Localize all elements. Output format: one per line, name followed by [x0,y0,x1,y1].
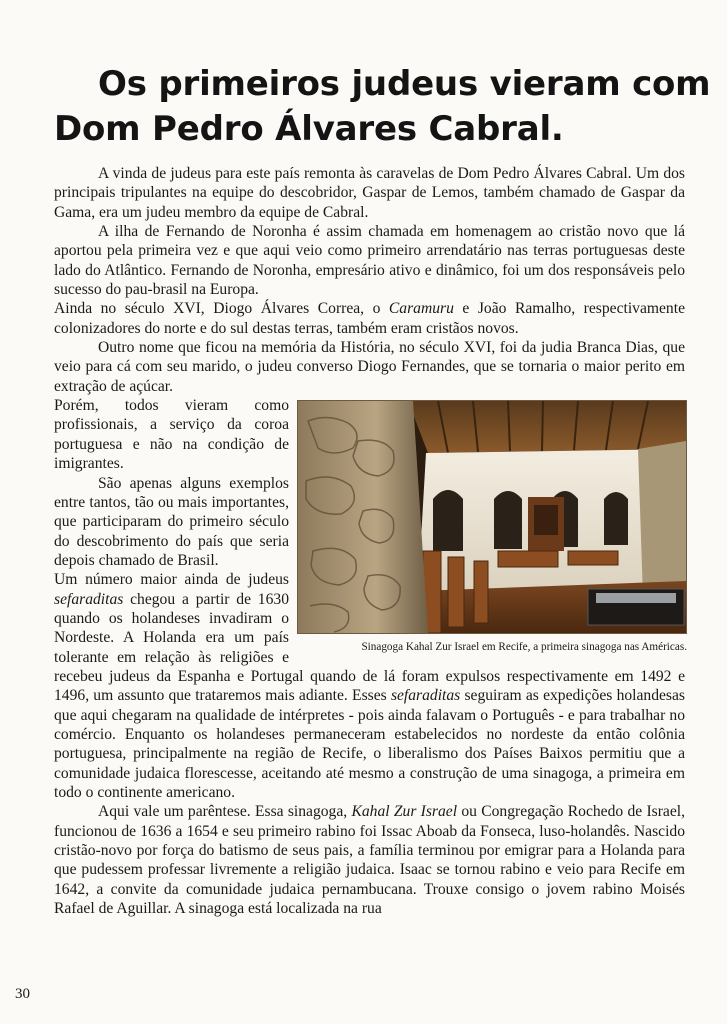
title-line-2: Dom Pedro Álvares Cabral. [54,109,564,149]
paragraph-6: São apenas alguns exemplos entre tantos, tão ou mais importantes, que participaram do primeiro século do descobrimento do país que seria depois chamado de Brasil. [54,474,289,569]
page-number: 30 [15,986,30,1002]
paragraph-3-italic: Caramuru [388,300,454,318]
paragraph-8-text-a: Aqui vale um parêntese. Essa sinagoga, [98,803,352,821]
paragraph-4: Outro nome que ficou na memória da História, no século XVI, foi da judia Branca Dias, que veio para cá com seu marido, o judeu converso Diogo Fernandes, que se tornaria o maior perito em extração de açúcar. [54,339,685,395]
paragraph-8 [54,802,685,918]
paragraph-7-text-c: seguiram as expedições holandesas que aqui chegaram na qualidade de intérpretes - pois ainda falavam o Português - e para trabalhar no comércio. Enquanto os holandeses permaneceram estabelecidos no nordeste da então colônia portuguesa, principalmente na região de Recife, o liberalismo dos Países Baixos permitiu que a comunidade judaica florescesse, aceitando até mesmo a construção de uma sinagoga, a primeira em todo o continente americano. [54,687,685,801]
paragraph-8-italic: Kahal Zur Israel [351,803,458,821]
paragraph-3-text-a: Ainda no século XVI, Diogo Álvares Correa, o [54,300,389,318]
page-title [54,62,711,152]
title-line-1: Os primeiros judeus vieram com [98,64,711,104]
paragraph-7-italic-2: sefaraditas [390,687,461,705]
article-body [54,164,685,918]
figure-caption: Sinagoga Kahal Zur Israel em Recife, a primeira sinagoga nas Américas. [361,641,687,654]
paragraph-5: Porém, todos vieram como profissionais, a serviço da coroa portuguesa e não na condição de imigrantes. [54,397,289,473]
synagogue-photo [297,400,687,634]
paragraph-7-text-a: Um número maior ainda de judeus [54,571,289,589]
synagogue-figure [297,400,687,654]
paragraph-7-italic-1: sefaraditas [54,590,124,608]
paragraph-3 [54,299,685,338]
paragraph-8-text-b: ou Congregação Rochedo de Israel, funcionou de 1636 a 1654 e seu primeiro rabino foi Issac Aboab da Fonseca, luso-holandês. Nascido cristão-novo por força do batismo de seus pais, a família terminou por emigrar para a Holanda para que pudessem professar livremente a religião judaica. Isaac se tornou rabino e veio para Recife em 1642, a convite da comunidade judaica pernambucana. Trouxe consigo o jovem rabino Moisés Rafael de Aguillar. A sinagoga está localizada na rua [54,803,685,918]
paragraph-2: A ilha de Fernando de Noronha é assim chamada em homenagem ao cristão novo que lá aportou pela primeira vez e que aqui veio como primeiro arrendatário nas terras portuguesas deste lado do Atlântico. Fernando de Noronha, empresário ativo e dinâmico, foi um dos responsáveis pelo sucesso do pau-brasil na Europa. [54,223,685,299]
paragraph-3-text-b: e João Ramalho, respectivamente colonizadores do norte e do sul destas terras, também eram cristãos novos. [54,300,685,337]
paragraph-7-text-b: chegou a partir de 1630 quando os holandeses invadiram o Nordeste. A Holanda era um país tolerante em relação às religiões e recebeu judeus da Espanha e Portugal quando de lá foram expulsos respectivamente em 1492 e 1496, um assunto que trataremos mais adiante. Esses [54,590,685,705]
paragraph-1: A vinda de judeus para este país remonta às caravelas de Dom Pedro Álvares Cabral. Um dos principais tripulantes na equipe do descobridor, Gaspar de Lemos, também chamado de Gaspar da Gama, era um judeu membro da equipe de Cabral. [54,165,685,221]
